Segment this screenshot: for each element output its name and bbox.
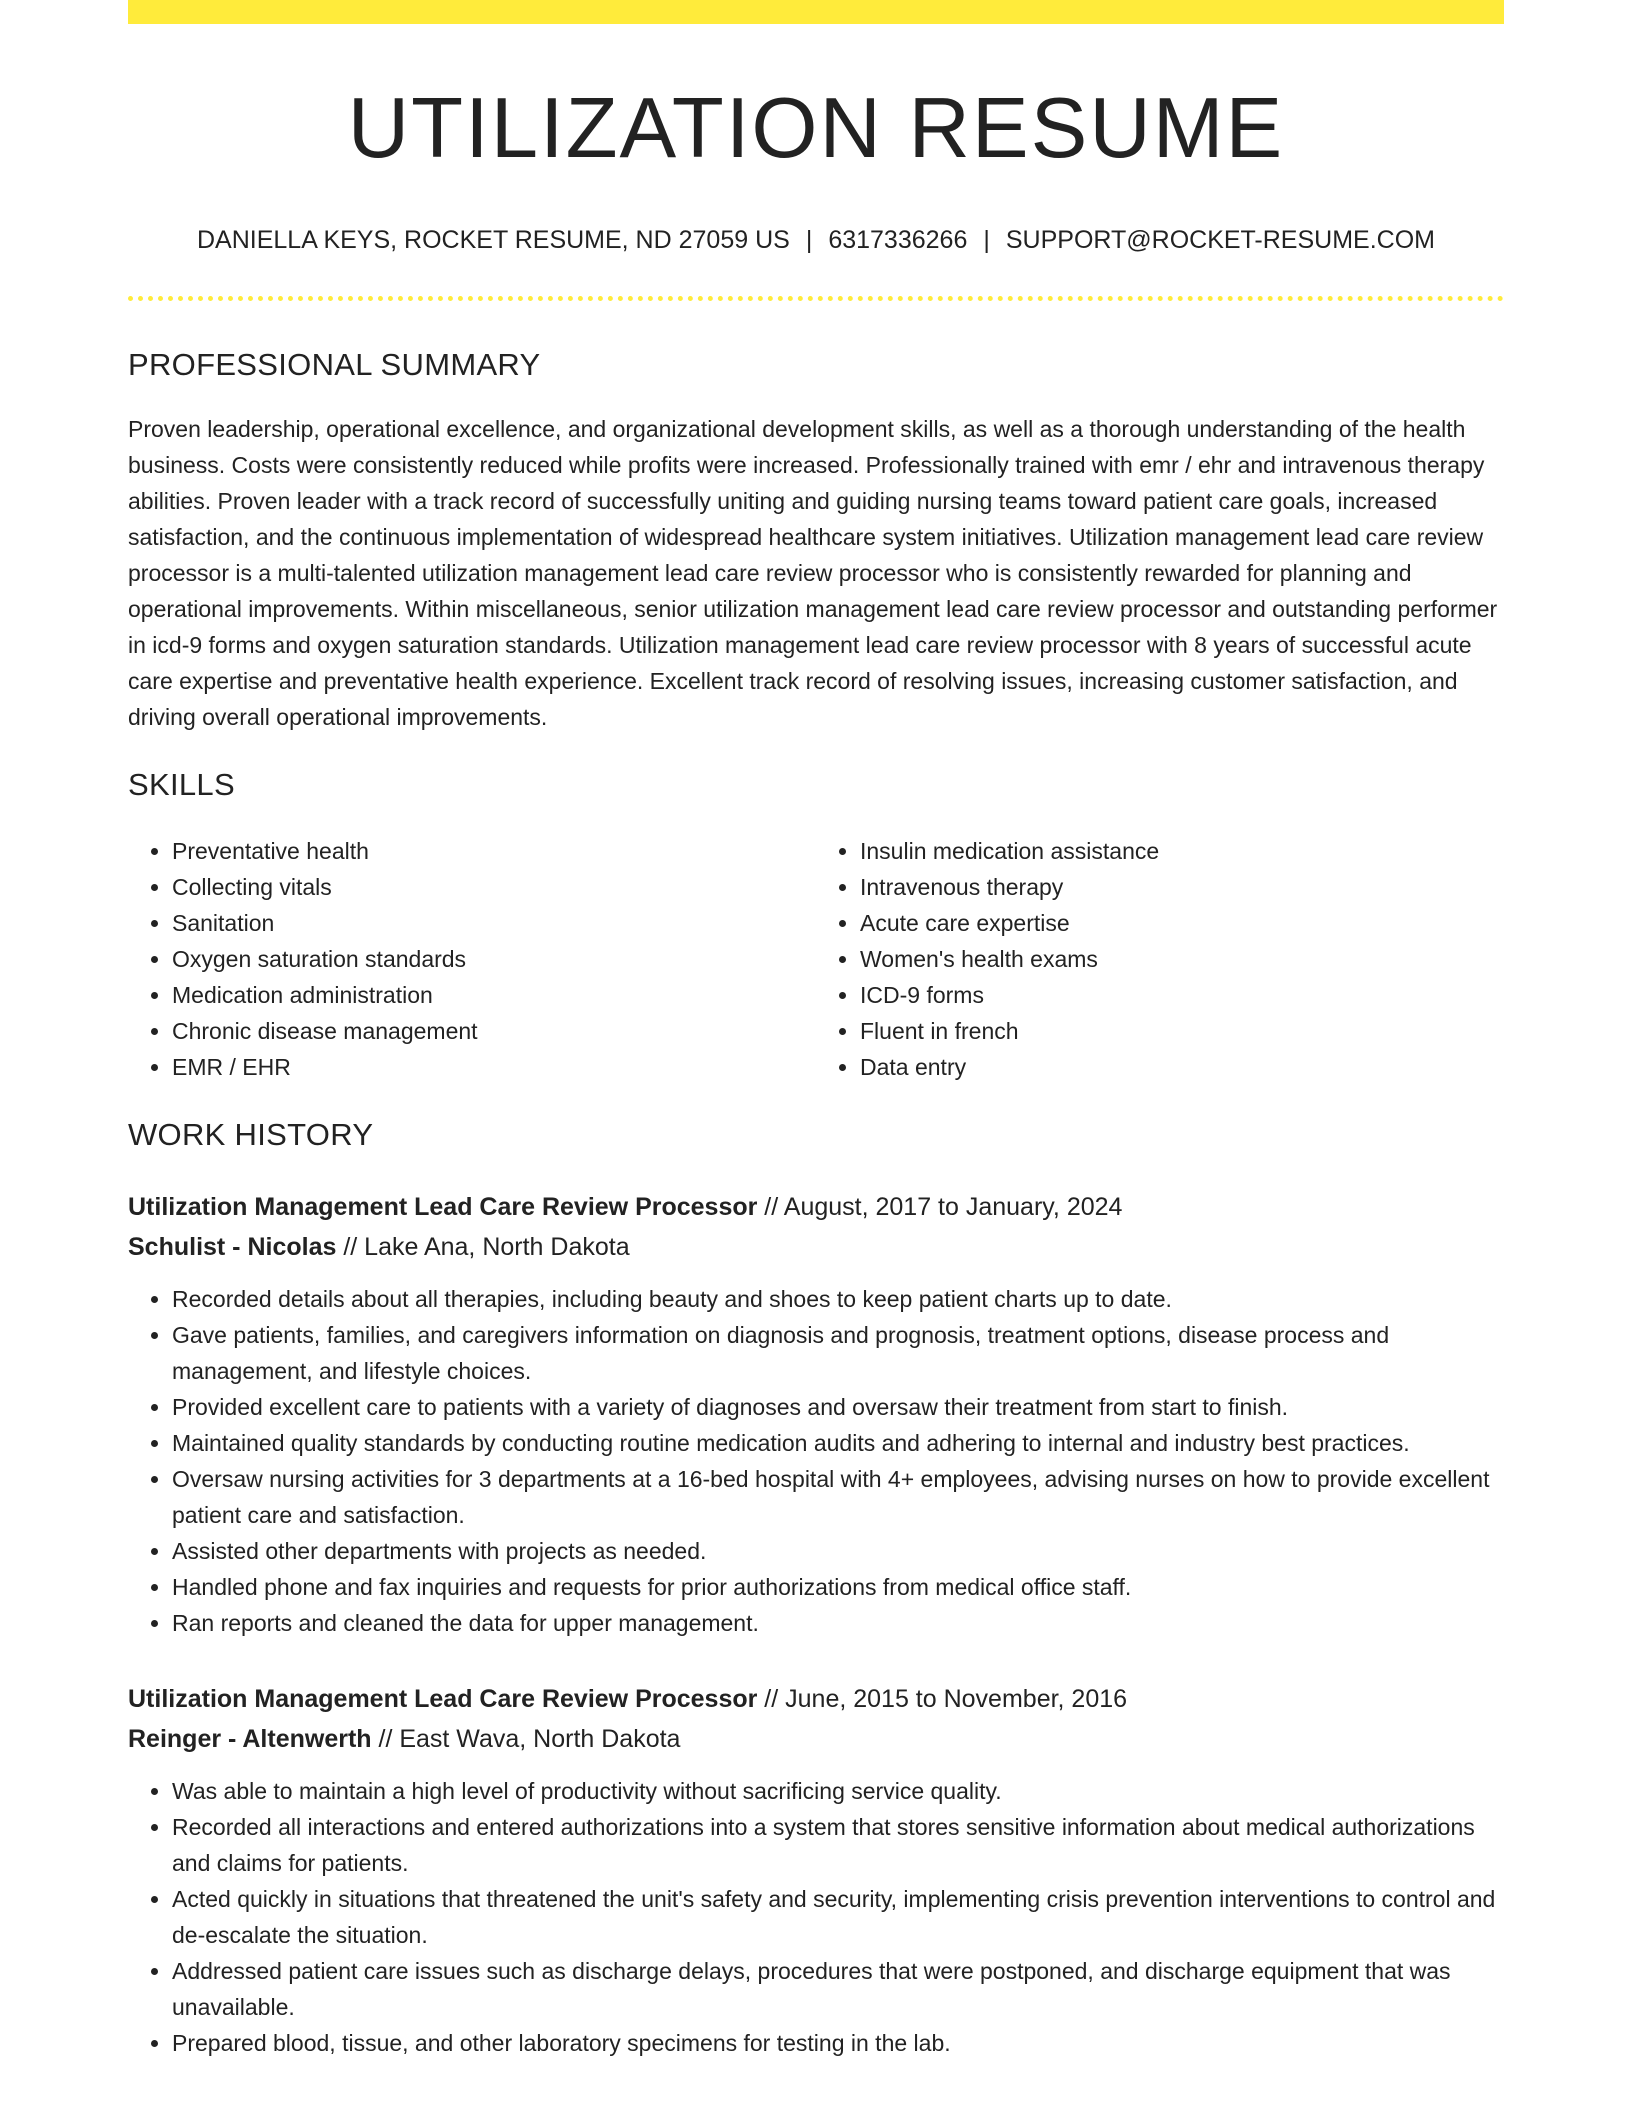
skills-column-left	[128, 833, 816, 1085]
job-title-line	[128, 1187, 1504, 1227]
job-bullet: • Assisted other departments with projects as needed.	[172, 1533, 1504, 1569]
skill-item: • Insulin medication assistance	[860, 833, 1504, 869]
job-bullets	[128, 1773, 1504, 2061]
job-bullet: • Maintained quality standards by conducting routine medication audits and adhering to internal and industry best practices.	[172, 1425, 1504, 1461]
dotted-divider	[128, 296, 1504, 301]
skill-item: • Acute care expertise	[860, 905, 1504, 941]
job-bullet: • Recorded all interactions and entered authorizations into a system that stores sensitive information about medical authorizations and claims for patients.	[172, 1809, 1504, 1881]
job-title: Utilization Management Lead Care Review Processor	[128, 1684, 758, 1713]
job-company: Reinger - Altenwerth	[128, 1724, 372, 1753]
top-accent-bar	[128, 0, 1504, 24]
summary-text: Proven leadership, operational excellence, and organizational development skills, as well as a thorough understanding of the health business. Costs were consistently reduced while profits were increased. Professionally trained with emr / ehr and intravenous therapy abilities. Proven leader with a track record of successfully uniting and guiding nursing teams toward patient care goals, increased satisfaction, and the continuous implementation of widespread healthcare system initiatives. Utilization management lead care review processor is a multi-talented utilization management lead care review processor who is consistently rewarded for planning and operational improvements. Within miscellaneous, senior utilization management lead care review processor and outstanding performer in icd-9 forms and oxygen saturation standards. Utilization management lead care review processor with 8 years of successful acute care expertise and preventative health experience. Excellent track record of resolving issues, increasing customer satisfaction, and driving overall operational improvements.	[128, 415, 1498, 730]
skill-item: • Fluent in french	[860, 1013, 1504, 1049]
job-title: Utilization Management Lead Care Review Processor	[128, 1192, 758, 1221]
skill-item: • Data entry	[860, 1049, 1504, 1085]
job-bullet: • Oversaw nursing activities for 3 departments at a 16-bed hospital with 4+ employees, advising nurses on how to provide excellent patient care and satisfaction.	[172, 1461, 1504, 1533]
skill-item: • Chronic disease management	[172, 1013, 816, 1049]
summary-heading: PROFESSIONAL SUMMARY	[128, 346, 541, 382]
contact-email: SUPPORT@ROCKET-RESUME.COM	[1005, 225, 1435, 254]
skills-list	[128, 833, 1504, 1085]
job-bullet: • Gave patients, families, and caregivers information on diagnosis and prognosis, treatment options, disease process and management, and lifestyle choices.	[172, 1317, 1504, 1389]
job-location: // Lake Ana, North Dakota	[336, 1232, 630, 1261]
job-bullet: • Acted quickly in situations that threatened the unit's safety and security, implementing crisis prevention interventions to control and de-escalate the situation.	[172, 1881, 1504, 1953]
skill-item: • Intravenous therapy	[860, 869, 1504, 905]
job-company-line	[128, 1227, 1504, 1267]
contact-line	[128, 224, 1504, 256]
skill-item: • Preventative health	[172, 833, 816, 869]
job-bullet: • Was able to maintain a high level of productivity without sacrificing service quality.	[172, 1773, 1504, 1809]
job-company-line	[128, 1719, 1504, 1759]
job-bullets	[128, 1281, 1504, 1641]
job-dates: // June, 2015 to November, 2016	[757, 1684, 1128, 1713]
contact-separator: |	[983, 225, 990, 254]
skill-item: • Women's health exams	[860, 941, 1504, 977]
skills-heading: SKILLS	[128, 766, 235, 802]
contact-address: DANIELLA KEYS, ROCKET RESUME, ND 27059 US	[197, 225, 790, 254]
job-company: Schulist - Nicolas	[128, 1232, 337, 1261]
skill-item: • Sanitation	[172, 905, 816, 941]
job-bullet: • Prepared blood, tissue, and other laboratory specimens for testing in the lab.	[172, 2025, 1504, 2061]
skill-item: • ICD-9 forms	[860, 977, 1504, 1013]
job-entry	[128, 1679, 1504, 2061]
resume-page	[128, 0, 1504, 2061]
skill-item: • EMR / EHR	[172, 1049, 816, 1085]
resume-title: UTILIZATION RESUME	[347, 81, 1285, 176]
contact-phone: 6317336266	[828, 225, 968, 254]
job-entry	[128, 1187, 1504, 1641]
job-title-line	[128, 1679, 1504, 1719]
skill-item: • Oxygen saturation standards	[172, 941, 816, 977]
job-dates: // August, 2017 to January, 2024	[757, 1192, 1123, 1221]
skills-column-right	[816, 833, 1504, 1085]
contact-separator: |	[805, 225, 813, 254]
job-bullet: • Ran reports and cleaned the data for upper management.	[172, 1605, 1504, 1641]
job-bullet: • Provided excellent care to patients with a variety of diagnoses and oversaw their treatment from start to finish.	[172, 1389, 1504, 1425]
skill-item: • Medication administration	[172, 977, 816, 1013]
job-bullet: • Handled phone and fax inquiries and requests for prior authorizations from medical office staff.	[172, 1569, 1504, 1605]
skill-item: • Collecting vitals	[172, 869, 816, 905]
job-bullet: • Recorded details about all therapies, including beauty and shoes to keep patient charts up to date.	[172, 1281, 1504, 1317]
work-history-heading: WORK HISTORY	[128, 1116, 374, 1152]
job-location: // East Wava, North Dakota	[371, 1724, 681, 1753]
job-bullet: • Addressed patient care issues such as discharge delays, procedures that were postponed, and discharge equipment that was unavailable.	[172, 1953, 1504, 2025]
